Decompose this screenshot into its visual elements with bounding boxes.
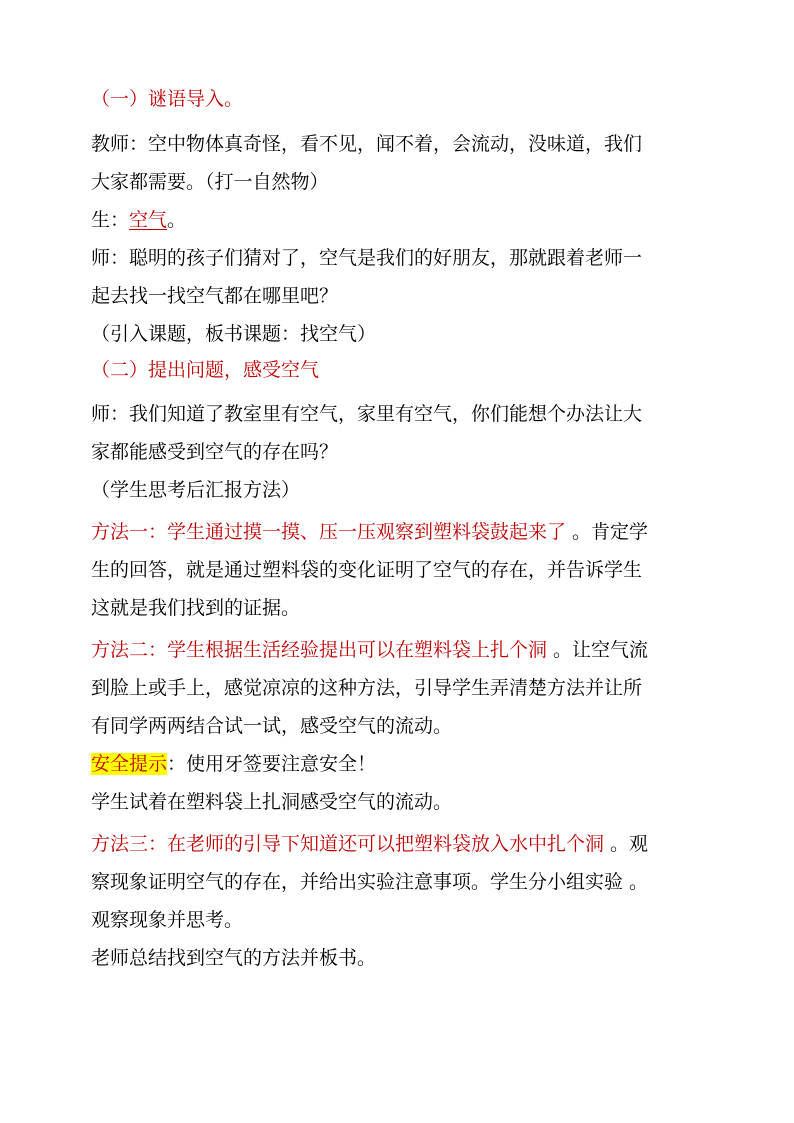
speaker-label: 生： <box>91 209 130 231</box>
paragraph-line: 察现象证明空气的存在，并给出实验注意事项。学生分小组实验 。 <box>91 871 649 893</box>
paragraph-line: （学生思考后汇报方法） <box>91 479 301 501</box>
document-body <box>91 81 711 976</box>
answer-text: 空气 <box>129 209 168 231</box>
paragraph-text: 。观 <box>604 833 649 855</box>
paragraph-line <box>91 826 711 862</box>
paragraph-line: 老师总结找到空气的方法并板书。 <box>91 947 377 969</box>
method-one: 方法一：学生通过摸一摸、压一压观察到塑料袋鼓起来了 <box>91 521 567 543</box>
method-three: 方法三：在老师的引导下知道还可以把塑料袋放入水中扎个洞 <box>91 833 605 855</box>
paragraph-line: 到脸上或手上，感觉凉凉的这种方法，引导学生弄清楚方法并让所 <box>91 677 643 699</box>
paragraph-line: 起去找一找空气都在哪里吧？ <box>91 285 339 307</box>
paragraph-line: 有同学两两结合试一试，感受空气的流动。 <box>91 715 453 737</box>
paragraph-line: （引入课题，板书课题：找空气） <box>91 323 377 345</box>
paragraph-line: 大家都需要。（打一自然物） <box>91 171 329 193</box>
paragraph-line: 生的回答，就是通过塑料袋的变化证明了空气的存在，并告诉学生 <box>91 559 643 581</box>
paragraph-line: 教师：空中物体真奇怪，看不见，闻不着，会流动，没味道，我们 <box>91 133 643 155</box>
paragraph-text: 。肯定学 <box>566 521 649 543</box>
paragraph-line: 这就是我们找到的证据。 <box>91 597 301 619</box>
paragraph-text: ：使用牙签要注意安全！ <box>167 753 377 775</box>
paragraph-line: 家都能感受到空气的存在吗？ <box>91 441 339 463</box>
punctuation: 。 <box>167 209 187 231</box>
paragraph-line <box>91 514 711 550</box>
paragraph-line <box>91 632 711 668</box>
section-heading-1: （一）谜语导入。 <box>91 88 244 110</box>
paragraph-line: 学生试着在塑料袋上扎洞感受空气的流动。 <box>91 791 453 813</box>
paragraph-line: 师：我们知道了教室里有空气，家里有空气，你们能想个办法让大 <box>91 403 643 425</box>
paragraph-line <box>91 202 711 238</box>
safety-tip-label: 安全提示 <box>91 753 168 775</box>
paragraph-line <box>91 746 711 782</box>
paragraph-line: 观察现象并思考。 <box>91 909 244 931</box>
paragraph-line: 师：聪明的孩子们猜对了，空气是我们的好朋友，那就跟着老师一 <box>91 247 643 269</box>
paragraph-text: 。让空气流 <box>547 639 649 661</box>
method-two: 方法二：学生根据生活经验提出可以在塑料袋上扎个洞 <box>91 639 548 661</box>
section-heading-2: （二）提出问题，感受空气 <box>91 359 320 381</box>
